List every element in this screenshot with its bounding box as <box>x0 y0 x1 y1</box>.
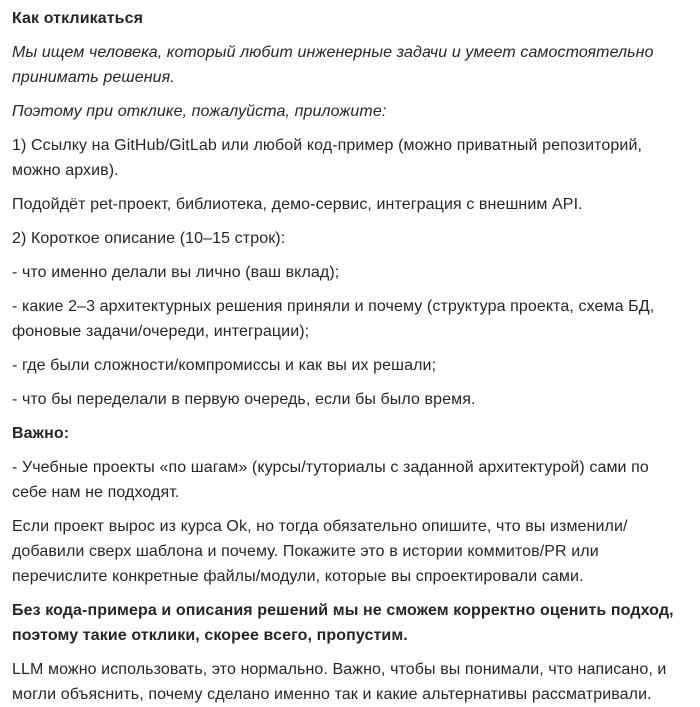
paragraph-intro: Мы ищем человека, который любит инженерные задачи и умеет самостоятельно принимать решения. <box>12 44 654 86</box>
paragraph-intro-2: Поэтому при отклике, пожалуйста, приложите: <box>12 103 387 120</box>
paragraph-item-2: 2) Короткое описание (10–15 строк): <box>12 230 286 247</box>
paragraph-important-2: Если проект вырос из курса Ok, но тогда обязательно опишите, что вы изменили/добавили сверх шаблона и почему. Покажите это в истории коммитов/PR или перечислите конкретные файлы/модули, которые вы спроектировали сами. <box>12 518 628 585</box>
section-heading: Как откликаться <box>12 10 144 27</box>
paragraph-llm-note: LLM можно использовать, это нормально. Важно, чтобы вы понимали, что написано, и могли объяснить, почему сделано именно так и какие альтернативы рассматривали. <box>12 661 667 703</box>
paragraph-important-label: Важно: <box>12 425 70 442</box>
paragraph-important-1: - Учебные проекты «по шагам» (курсы/туториалы с заданной архитектурой) сами по себе нам не подходят. <box>12 459 649 501</box>
paragraph-item-1: 1) Ссылку на GitHub/GitLab или любой код-пример (можно приватный репозиторий, можно архив). <box>12 137 643 179</box>
paragraph-item-1-note: Подойдёт pet-проект, библиотека, демо-сервис, интеграция с внешним API. <box>12 196 583 213</box>
paragraph-bullet-3: - где были сложности/компромиссы и как вы их решали; <box>12 357 437 374</box>
paragraph-bullet-1: - что именно делали вы лично (ваш вклад); <box>12 264 340 281</box>
paragraph-bullet-4: - что бы переделали в первую очередь, если бы было время. <box>12 391 476 408</box>
paragraph-bullet-2: - какие 2–3 архитектурных решения приняли и почему (структура проекта, схема БД, фоновые задачи/очереди, интеграции); <box>12 298 655 340</box>
paragraph-warning: Без кода-примера и описания решений мы не сможем корректно оценить подход, поэтому такие отклики, скорее всего, пропустим. <box>12 602 674 644</box>
